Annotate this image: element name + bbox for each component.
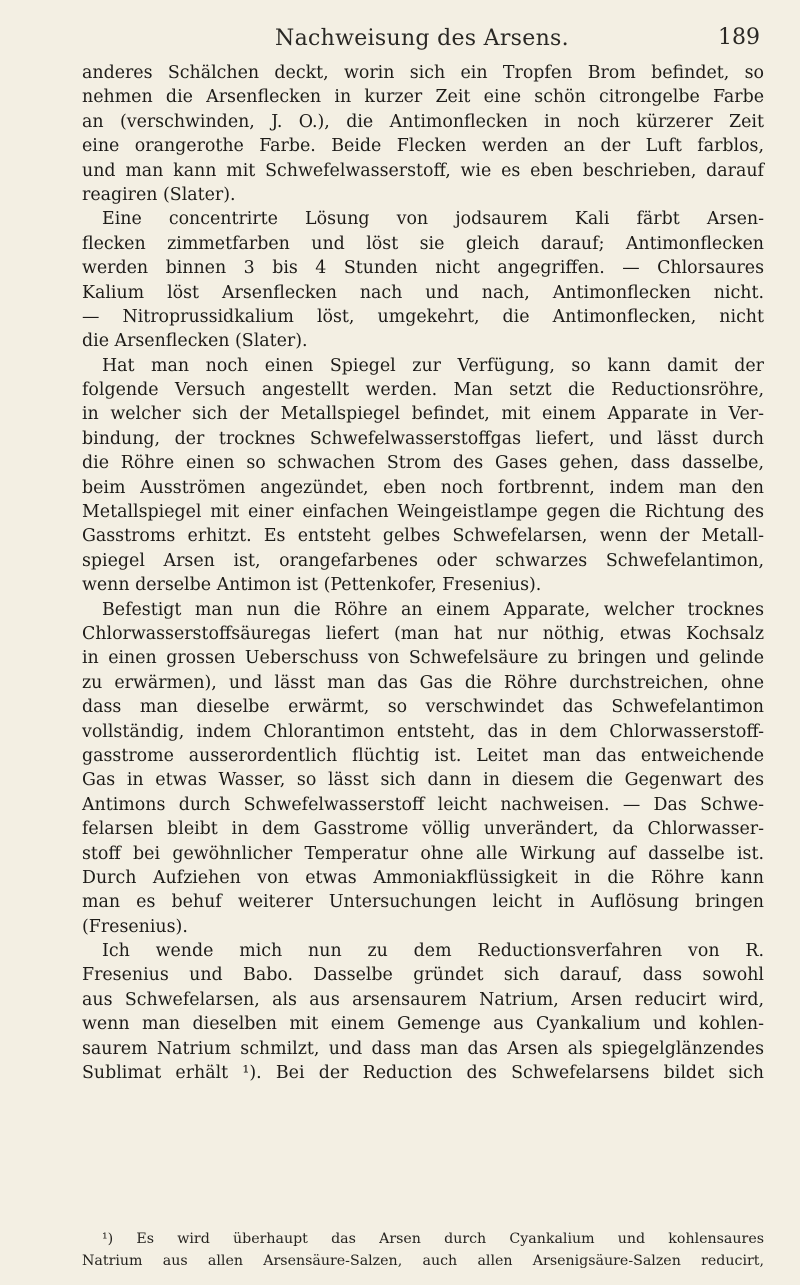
text-line: (Fresenius). — [82, 916, 188, 937]
text-line: eine orangerothe Farbe. Beide Flecken werden an der Luft farblos, — [82, 136, 764, 157]
text-line: — Nitroprussidkalium löst, umgekehrt, die Antimonflecken, nicht — [82, 306, 764, 327]
text-line: wenn derselbe Antimon ist (Pettenkofer, Fresenius). — [82, 575, 542, 596]
text-line: saurem Natrium schmilzt, und dass man das Arsen als spiegelglänzendes — [82, 1038, 764, 1059]
text-line: Antimons durch Schwefelwasserstoff leicht nachweisen. — Das Schwe- — [82, 794, 764, 815]
page-header — [84, 22, 760, 56]
footnote-line: Natrium aus allen Arsensäure-Salzen, auch allen Arsenigsäure-Salzen reducirt, — [82, 1252, 764, 1269]
text-line: und man kann mit Schwefelwasserstoff, wie es eben beschrieben, darauf — [82, 160, 764, 181]
text-line: stoff bei gewöhnlicher Temperatur ohne alle Wirkung auf dasselbe ist. — [82, 843, 764, 864]
text-line: gasstrome ausserordentlich flüchtig ist. Leitet man das entweichende — [82, 745, 764, 766]
text-line: dass man dieselbe erwärmt, so verschwindet das Schwefelantimon — [82, 697, 764, 718]
text-line: Chlorwasserstoffsäuregas liefert (man hat nur nöthig, etwas Kochsalz — [82, 623, 764, 644]
text-line: Hat man noch einen Spiegel zur Verfügung, so kann damit der — [102, 355, 764, 376]
text-line: anderes Schälchen deckt, worin sich ein Tropfen Brom befindet, so — [82, 63, 764, 83]
text-line: vollständig, indem Chlorantimon entsteht, das in dem Chlorwasserstoff- — [82, 721, 764, 742]
text-line: wenn man dieselben mit einem Gemenge aus Cyankalium und kohlen- — [82, 1014, 764, 1035]
text-line: an (verschwinden, J. O.), die Antimonflecken in noch kürzerer Zeit — [82, 111, 764, 132]
page-number: 189 — [718, 25, 760, 50]
text-line: die Röhre einen so schwachen Strom des Gases gehen, dass dasselbe, — [82, 453, 764, 474]
text-line: spiegel Arsen ist, orangefarbenes oder schwarzes Schwefelantimon, — [82, 550, 764, 571]
text-line: zu erwärmen), und lässt man das Gas die Röhre durchstreichen, ohne — [82, 672, 764, 693]
text-line: in einen grossen Ueberschuss von Schwefelsäure zu bringen und gelinde — [82, 648, 764, 669]
text-line: reagiren (Slater). — [82, 184, 236, 205]
text-line: Kalium löst Arsenflecken nach und nach, Antimonflecken nicht. — [82, 282, 764, 303]
text-line: Durch Aufziehen von etwas Ammoniakflüssigkeit in die Röhre kann — [82, 867, 764, 888]
text-line: Befestigt man nun die Röhre an einem Apparate, welcher trocknes — [102, 599, 764, 620]
text-line: felarsen bleibt in dem Gasstrome völlig unverändert, da Chlorwasser- — [82, 819, 764, 840]
text-line: Gas in etwas Wasser, so lässt sich dann in diesem die Gegenwart des — [82, 770, 764, 791]
text-line: bindung, der trocknes Schwefelwasserstoffgas liefert, und lässt durch — [82, 428, 764, 449]
running-title: Nachweisung des Arsens. — [275, 26, 569, 51]
text-line: werden binnen 3 bis 4 Stunden nicht angegriffen. — Chlorsaures — [82, 258, 764, 279]
text-line: nehmen die Arsenflecken in kurzer Zeit eine schön citrongelbe Farbe — [82, 87, 764, 108]
body-text — [82, 61, 764, 1085]
text-line: aus Schwefelarsen, als aus arsensaurem Natrium, Arsen reducirt wird, — [82, 989, 764, 1010]
text-line: die Arsenflecken (Slater). — [82, 331, 308, 352]
text-line: Fresenius und Babo. Dasselbe gründet sich darauf, dass sowohl — [82, 965, 764, 986]
text-line: Ich wende mich nun zu dem Reductionsverfahren von R. — [102, 941, 764, 962]
text-line: in welcher sich der Metallspiegel befindet, mit einem Apparate in Ver- — [82, 404, 764, 425]
text-line: flecken zimmetfarben und löst sie gleich darauf; Antimonflecken — [82, 233, 764, 254]
text-line: Eine concentrirte Lösung von jodsaurem Kali färbt Arsen- — [102, 209, 764, 230]
text-line: beim Ausströmen angezündet, eben noch fortbrennt, indem man den — [82, 477, 764, 498]
text-line: folgende Versuch angestellt werden. Man setzt die Reductionsröhre, — [82, 380, 764, 401]
text-line: Sublimat erhält ¹). Bei der Reduction des Schwefelarsens bildet sich — [82, 1063, 764, 1084]
footnotes — [82, 1229, 764, 1272]
footnote-line: ¹) Es wird überhaupt das Arsen durch Cyankalium und kohlensaures — [102, 1231, 764, 1247]
text-line: man es behuf weiterer Untersuchungen leicht in Auflösung bringen — [82, 892, 764, 913]
text-line: Gasstroms erhitzt. Es entsteht gelbes Schwefelarsen, wenn der Metall- — [82, 526, 764, 547]
text-line: Metallspiegel mit einer einfachen Weingeistlampe gegen die Richtung des — [82, 502, 764, 523]
